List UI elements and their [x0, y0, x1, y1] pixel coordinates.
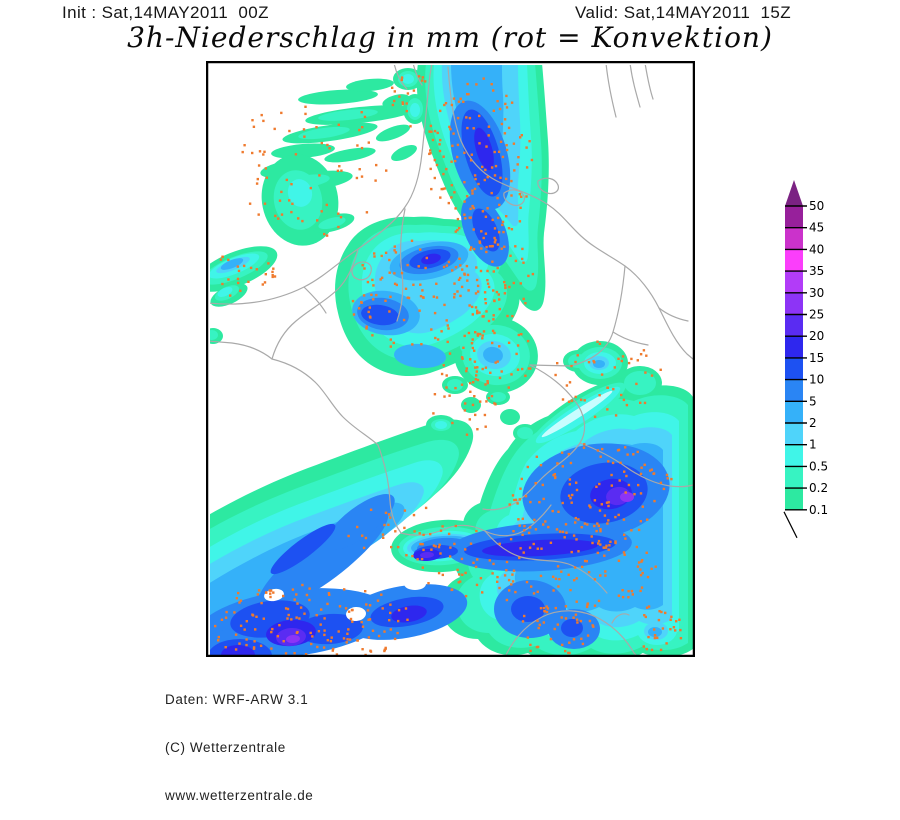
legend-tick-label: 0.1 — [809, 502, 829, 517]
legend-tick-label: 30 — [809, 285, 825, 300]
init-timestamp: Init : Sat,14MAY2011 00Z — [62, 3, 269, 22]
legend-tick-label: 25 — [809, 307, 825, 322]
legend-tick-label: 0.2 — [809, 481, 829, 496]
legend-segment — [785, 445, 803, 467]
precipitation-fields — [206, 63, 693, 657]
legend-tick-label: 40 — [809, 242, 825, 257]
footer-credits — [165, 660, 313, 820]
legend-tick-label: 20 — [809, 329, 825, 344]
legend-segment — [785, 336, 803, 358]
legend-tick-label: 45 — [809, 220, 825, 235]
legend-tick-label: 1 — [809, 437, 817, 452]
legend-svg — [778, 178, 852, 548]
legend-segment — [785, 249, 803, 271]
legend-overflow-arrow — [785, 180, 803, 206]
legend-tick-label: 10 — [809, 372, 825, 387]
legend-segment — [785, 466, 803, 488]
footer-copyright: (C) Wetterzentrale — [165, 740, 286, 755]
legend-tick-label: 2 — [809, 416, 817, 430]
page-title: 3h-Niederschlag in mm (rot = Konvektion) — [127, 21, 773, 54]
legend-colorbar — [778, 178, 852, 553]
legend-segment — [785, 423, 803, 445]
legend-tick-label: 15 — [809, 350, 825, 365]
precipitation-map — [206, 61, 695, 662]
legend-segment — [785, 358, 803, 380]
map-svg — [206, 61, 695, 657]
legend-tick-label: 5 — [809, 394, 817, 409]
legend-segment — [785, 206, 803, 228]
legend-tick-label: 35 — [809, 264, 825, 279]
legend-segment — [785, 271, 803, 293]
legend-segment — [785, 315, 803, 337]
footer-data-source: Daten: WRF-ARW 3.1 — [165, 692, 309, 707]
legend-lower-bound-line — [784, 512, 797, 538]
legend-segment — [785, 228, 803, 250]
legend-segment — [785, 293, 803, 315]
footer-url: www.wetterzentrale.de — [165, 788, 314, 803]
legend-segment — [785, 380, 803, 402]
map-content — [206, 63, 693, 657]
legend-tick-label: 0.5 — [809, 459, 829, 474]
valid-timestamp: Valid: Sat,14MAY2011 15Z — [575, 3, 792, 22]
legend-segment — [785, 401, 803, 423]
legend-segment — [785, 488, 803, 510]
legend-tick-label: 50 — [809, 199, 825, 213]
